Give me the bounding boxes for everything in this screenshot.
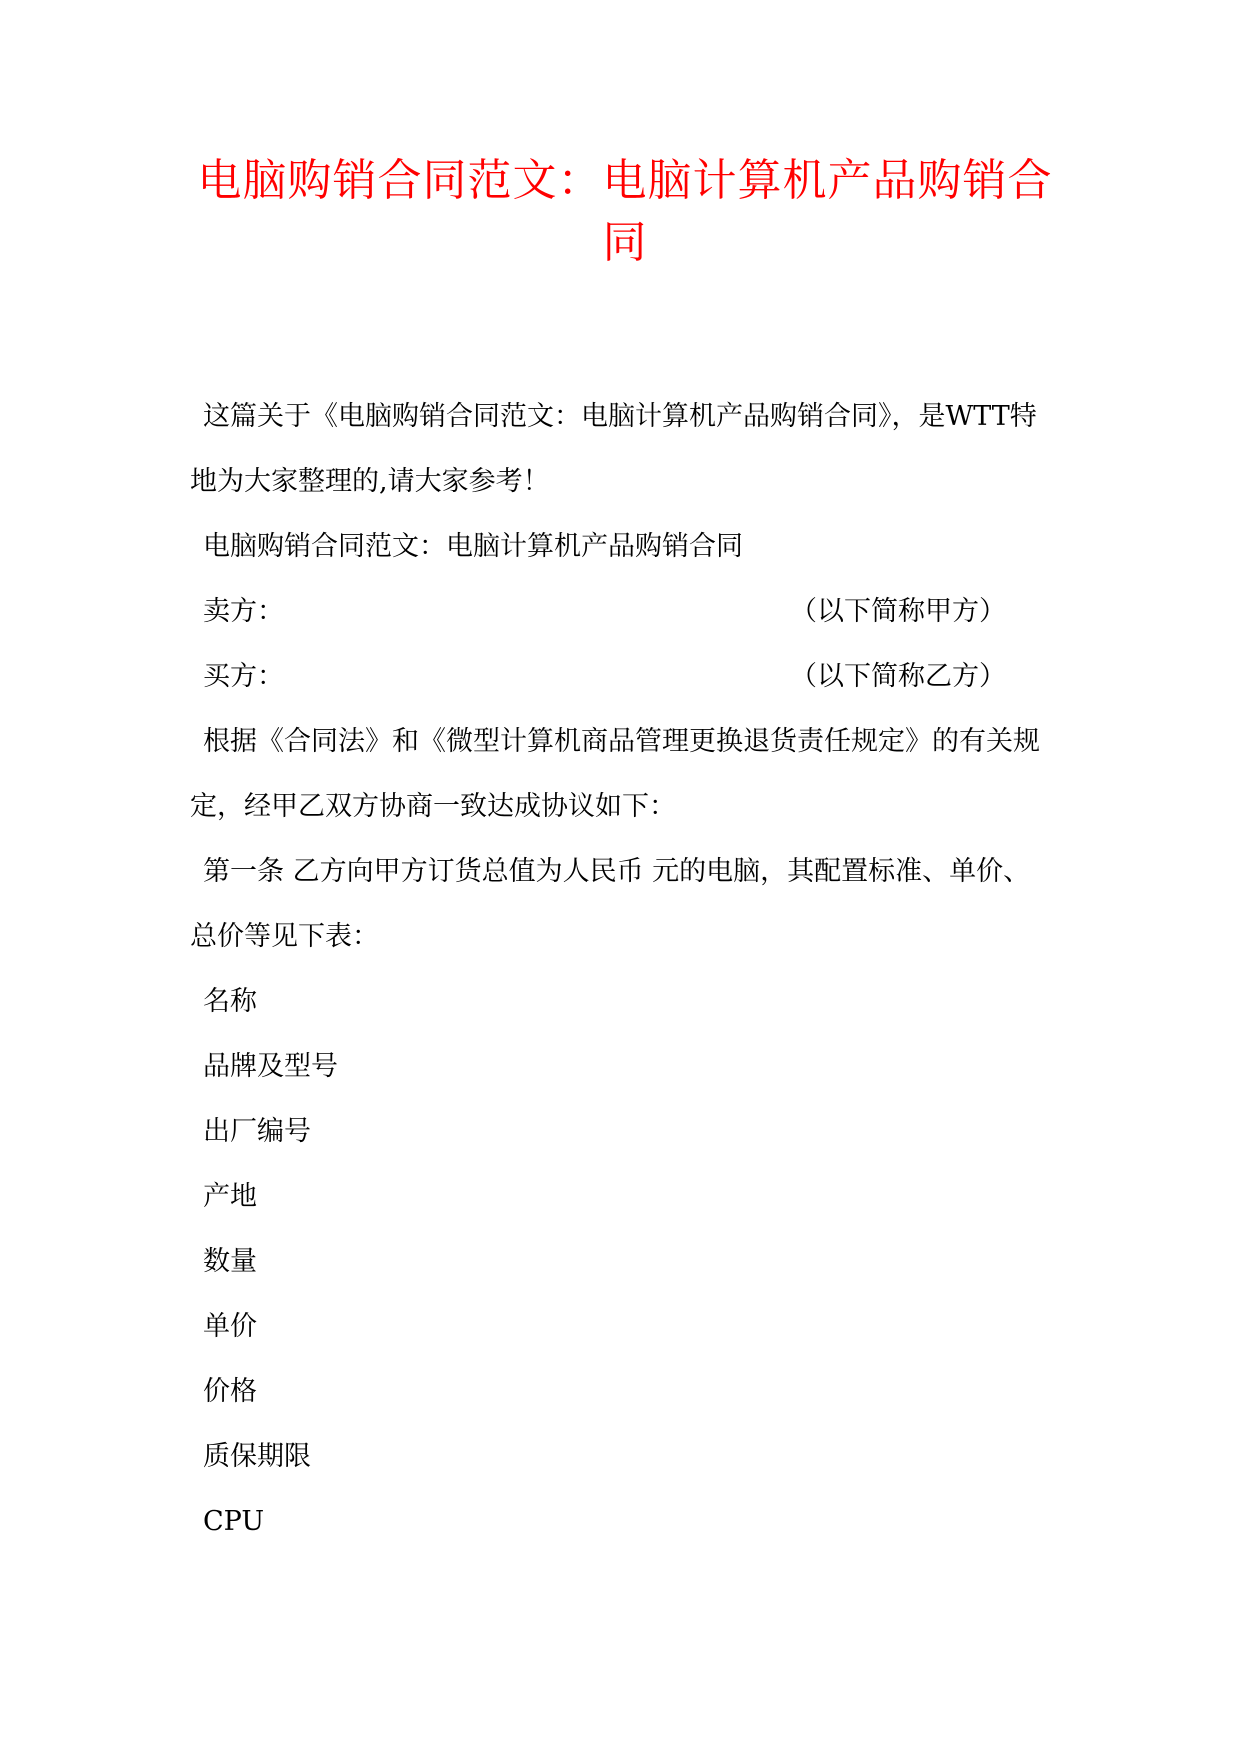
buyer-note: （以下简称乙方）	[790, 661, 1006, 692]
table-item: 单价	[203, 1311, 257, 1342]
table-item: 价格	[203, 1376, 257, 1407]
table-item: 产地	[203, 1181, 257, 1212]
seller-label: 卖方：	[203, 596, 284, 627]
article1-paragraph: 第一条 乙方向甲方订货总值为人民币 元的电脑，其配置标准、单价、总价等见下表：	[190, 856, 1031, 952]
seller-row	[190, 579, 1050, 644]
buyer-row	[190, 644, 1050, 709]
document-body	[190, 384, 1050, 1554]
seller-note: （以下简称甲方）	[790, 596, 1006, 627]
buyer-label: 买方：	[203, 661, 284, 692]
table-item: 质保期限	[203, 1441, 311, 1472]
table-item: CPU	[203, 1506, 265, 1537]
intro-paragraph: 这篇关于《电脑购销合同范文：电脑计算机产品购销合同》，是WTT特地为大家整理的,请大家参考！	[190, 401, 1037, 497]
table-item: 名称	[203, 986, 257, 1017]
basis-paragraph: 根据《合同法》和《微型计算机商品管理更换退货责任规定》的有关规定，经甲乙双方协商一致达成协议如下：	[190, 726, 1040, 822]
document-title: 电脑购销合同范文：电脑计算机产品购销合同	[197, 155, 1053, 268]
table-item: 出厂编号	[203, 1116, 311, 1147]
table-item: 品牌及型号	[203, 1051, 338, 1082]
subtitle-paragraph: 电脑购销合同范文：电脑计算机产品购销合同	[203, 531, 743, 562]
table-item: 数量	[203, 1246, 257, 1277]
